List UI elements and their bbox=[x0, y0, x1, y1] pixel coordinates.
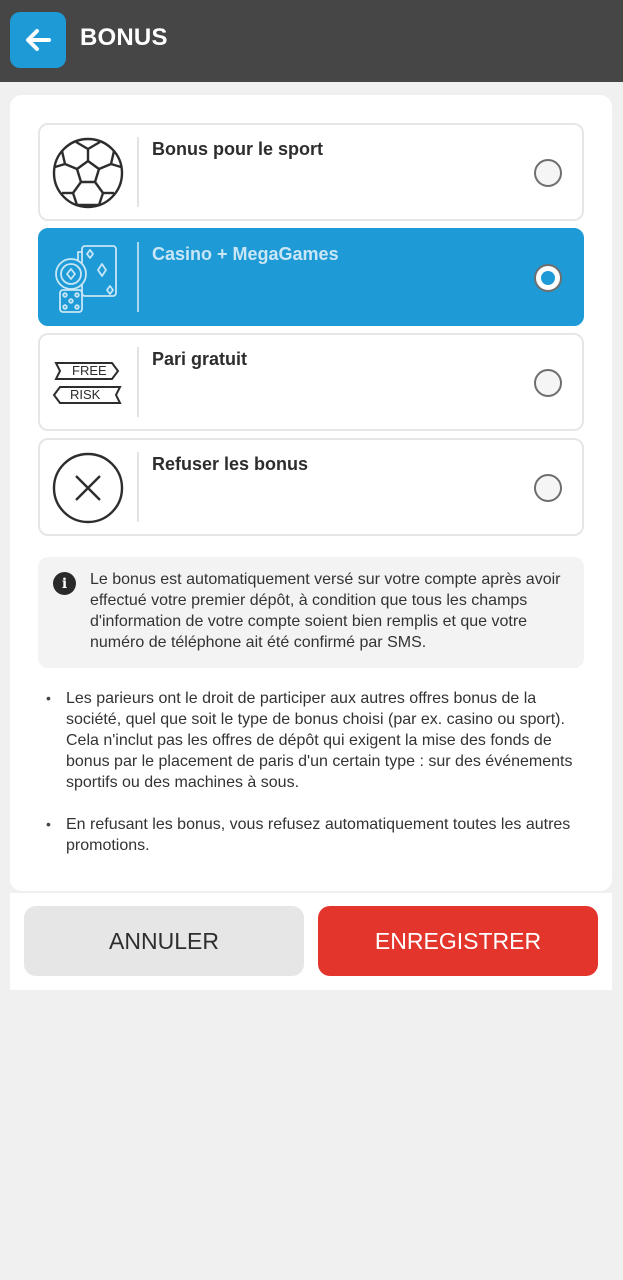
option-sport-bonus[interactable] bbox=[38, 123, 584, 221]
note-text: En refusant les bonus, vous refusez automatiquement toutes les autres promotions. bbox=[66, 816, 571, 854]
option-casino-megagames[interactable] bbox=[38, 228, 584, 326]
option-label: Bonus pour le sport bbox=[152, 139, 323, 159]
info-box bbox=[38, 557, 584, 668]
arrow-left-icon bbox=[24, 28, 52, 52]
option-refuse-bonus[interactable] bbox=[38, 438, 584, 536]
bullet: • bbox=[46, 690, 51, 706]
save-button[interactable]: ENREGISTRER bbox=[318, 906, 598, 976]
option-label: Pari gratuit bbox=[152, 349, 248, 369]
circle-x-icon bbox=[52, 452, 124, 524]
radio-button-checked[interactable] bbox=[534, 264, 562, 292]
option-divider bbox=[137, 452, 139, 522]
option-divider bbox=[137, 242, 139, 312]
info-icon: i bbox=[53, 572, 76, 595]
free-label: FREE bbox=[72, 363, 107, 378]
cancel-button[interactable]: ANNULER bbox=[24, 906, 304, 976]
option-divider bbox=[137, 137, 139, 207]
terms-list bbox=[40, 688, 588, 877]
radio-button[interactable] bbox=[534, 159, 562, 187]
top-app-bar bbox=[0, 0, 623, 82]
option-label: Refuser les bonus bbox=[152, 454, 309, 474]
radio-button[interactable] bbox=[534, 474, 562, 502]
casino-chip-cards-dice-icon bbox=[52, 242, 124, 314]
action-bar bbox=[10, 893, 612, 990]
bullet: • bbox=[46, 816, 51, 832]
option-free-bet[interactable] bbox=[38, 333, 584, 431]
info-text: Le bonus est automatiquement versé sur votre compte après avoir effectué votre premier dépôt, à condition que tous les champs d'information de votre compte soient bien remplis et que votre numéro de téléphone ait été confirmé par SMS. bbox=[90, 571, 561, 651]
radio-button[interactable] bbox=[534, 369, 562, 397]
note-text: Les parieurs ont le droit de participer aux autres offres bonus de la société, quel que soit le type de bonus choisi (par ex. casino ou sport). Cela n'inclut pas les offres de dépôt qui exigent la mise des fonds de bonus par le placement de paris d'un certain type : sur des événements sportifs ou des machines à sous. bbox=[66, 690, 573, 791]
option-label: Casino + MegaGames bbox=[152, 244, 339, 264]
bonus-card bbox=[10, 95, 612, 891]
list-item bbox=[40, 814, 588, 856]
back-button[interactable] bbox=[10, 12, 66, 68]
page-title: BONUS bbox=[80, 24, 168, 51]
free-risk-ribbon-icon bbox=[52, 347, 124, 419]
soccer-ball-icon bbox=[52, 137, 124, 209]
option-divider bbox=[137, 347, 139, 417]
list-item bbox=[40, 688, 588, 793]
risk-label: RISK bbox=[70, 387, 101, 402]
